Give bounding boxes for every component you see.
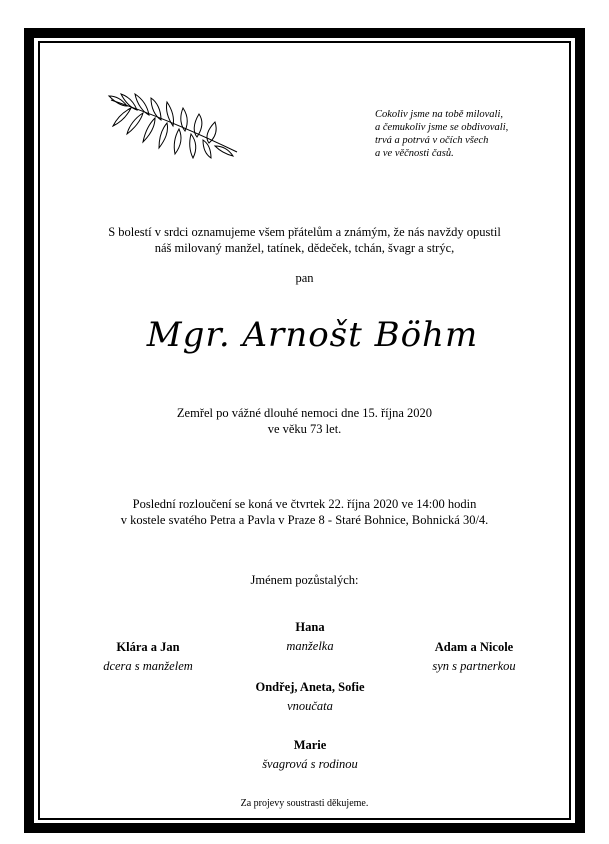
farewell-line-2: v kostele svatého Petra a Pavla v Praze 8 - Staré Bohnice, Bohnická 30/4.	[120, 513, 489, 527]
mourner-sisterinlaw	[210, 737, 410, 772]
mourner-name: Ondřej, Aneta, Sofie	[255, 680, 365, 694]
mourner-left	[48, 639, 248, 674]
death-line-2: ve věku 73 let.	[267, 422, 342, 436]
mourner-relation: švagrová s rodinou	[262, 757, 358, 771]
mourner-name: Klára a Jan	[116, 640, 180, 654]
verse-line: a čemukoliv jsme se obdivovali,	[375, 122, 509, 133]
mourner-grandchildren	[210, 679, 410, 714]
mourner-relation: dcera s manželem	[103, 659, 193, 673]
mourner-name: Adam a Nicole	[434, 640, 514, 654]
deceased-name: Mgr. Arnošt Böhm	[146, 315, 479, 355]
death-line-1: Zemřel po vážné dlouhé nemoci dne 15. října 2020	[176, 406, 433, 420]
mourner-relation: syn s partnerkou	[432, 659, 516, 673]
farewell-info	[0, 496, 609, 528]
announcement-line-1: S bolestí v srdci oznamujeme všem přátelům a známým, že nás navždy opustil	[108, 225, 501, 239]
mourner-right	[374, 639, 574, 674]
verse-line: Cokoliv jsme na tobě milovali,	[375, 109, 504, 120]
verse-line: a ve věčnosti časů.	[375, 148, 454, 159]
mourner-name: Hana	[295, 620, 325, 634]
death-info	[0, 405, 609, 437]
olive-branch-icon	[107, 92, 239, 160]
verse	[375, 108, 545, 160]
announcement	[0, 224, 609, 256]
mourner-relation: vnoučata	[287, 699, 333, 713]
mourners-heading: Jménem pozůstalých:	[250, 573, 359, 587]
mourner-name: Marie	[293, 738, 327, 752]
title-pan: pan	[295, 271, 314, 285]
verse-line: trvá a potrvá v očích všech	[375, 135, 489, 146]
footer-thanks: Za projevy soustrasti děkujeme.	[240, 798, 369, 809]
farewell-line-1: Poslední rozloučení se koná ve čtvrtek 22. října 2020 ve 14:00 hodin	[132, 497, 477, 511]
mourner-relation: manželka	[286, 639, 334, 653]
announcement-line-2: náš milovaný manžel, tatínek, dědeček, tchán, švagr a strýc,	[154, 241, 455, 255]
